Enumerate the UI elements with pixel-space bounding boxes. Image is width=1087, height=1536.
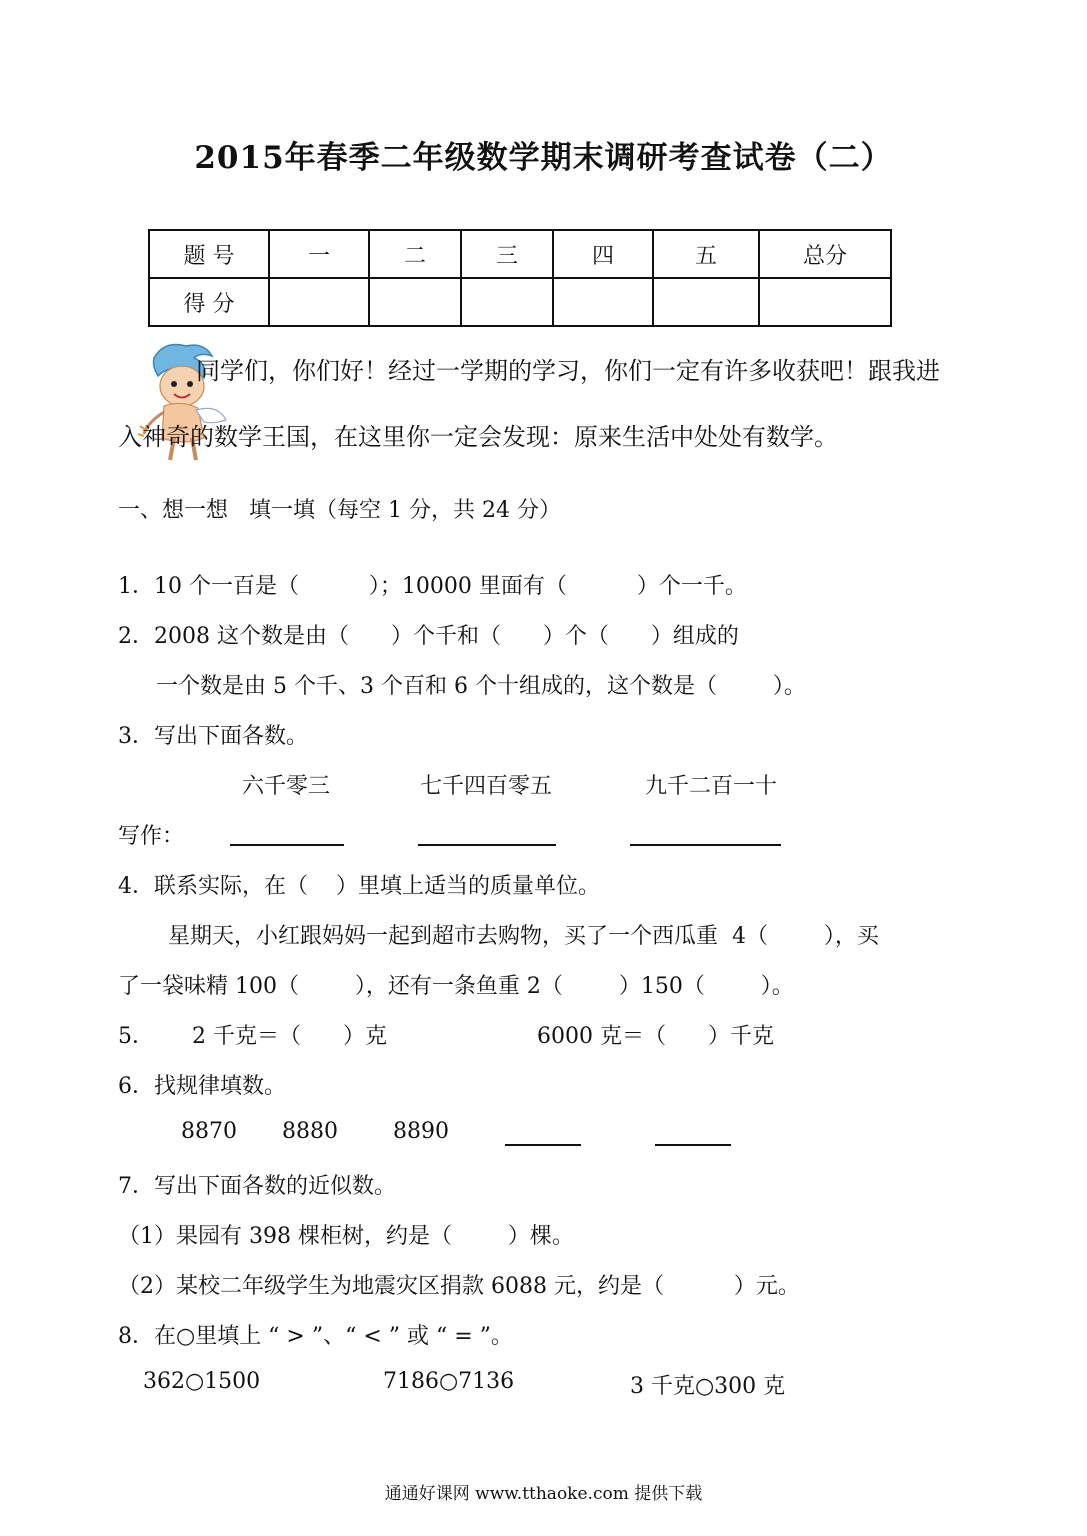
question-1: 1．10 个一百是（ ）；10000 里面有（ ）个一千。 <box>118 574 747 599</box>
q3-write-label: 写作： <box>118 824 185 849</box>
q6-answer-line-2[interactable] <box>655 1144 731 1146</box>
q3-answer-line-2[interactable] <box>418 844 556 846</box>
q8-comparison-1: 362○1500 <box>143 1369 261 1394</box>
q8-comparison-3: 3 千克○300 克 <box>630 1374 786 1399</box>
question-4-line-1: 星期天，小红跟妈妈一起到超市去购物，买了一个西瓜重 4（ ），买 <box>168 924 879 949</box>
score-cell[interactable] <box>759 278 891 326</box>
question-8: 8．在○里填上 “ > ”、“ < ” 或 “ = ”。 <box>118 1324 513 1349</box>
question-5-part-a: 2 千克＝（ ）克 <box>192 1024 387 1049</box>
q3-answer-line-1[interactable] <box>230 844 344 846</box>
score-cell[interactable] <box>369 278 461 326</box>
question-2-line-2: 一个数是由 5 个千、3 个百和 6 个十组成的，这个数是（ ）。 <box>156 674 806 699</box>
question-6: 6．找规律填数。 <box>118 1074 286 1099</box>
score-table-header-cell: 五 <box>653 230 759 278</box>
q6-number-2: 8880 <box>282 1119 338 1144</box>
page-footer: 通通好课网 www.tthaoke.com 提供下载 <box>384 1484 703 1504</box>
score-table-header-cell: 四 <box>553 230 653 278</box>
score-table-header-row <box>149 230 891 278</box>
q3-answer-line-3[interactable] <box>630 844 781 846</box>
score-table-score-row <box>149 278 891 326</box>
score-table-header-cell: 三 <box>461 230 553 278</box>
section-1-heading: 一、想一想 填一填（每空 1 分，共 24 分） <box>118 498 561 523</box>
question-3: 3．写出下面各数。 <box>118 724 308 749</box>
q3-number-3: 九千二百一十 <box>645 774 778 799</box>
score-cell[interactable] <box>653 278 759 326</box>
q6-number-3: 8890 <box>393 1119 449 1144</box>
question-7-item-2: （2）某校二年级学生为地震灾区捐款 6088 元，约是（ ）元。 <box>118 1274 800 1299</box>
question-7: 7．写出下面各数的近似数。 <box>118 1174 396 1199</box>
question-4: 4．联系实际，在（ ）里填上适当的质量单位。 <box>118 874 600 899</box>
intro-paragraph-line-2: 入神奇的数学王国，在这里你一定会发现：原来生活中处处有数学。 <box>118 423 838 451</box>
score-cell[interactable] <box>461 278 553 326</box>
intro-paragraph-line-1: 同学们，你们好！经过一学期的学习，你们一定有许多收获吧！跟我进 <box>196 357 940 385</box>
score-table-header-cell: 二 <box>369 230 461 278</box>
question-4-line-2: 了一袋味精 100（ ），还有一条鱼重 2（ ）150（ ）。 <box>118 974 794 999</box>
score-table-header-cell: 一 <box>269 230 369 278</box>
question-7-item-1: （1）果园有 398 棵柜树，约是（ ）棵。 <box>118 1224 574 1249</box>
question-2-line-1: 2．2008 这个数是由（ ）个千和（ ）个（ ）组成的 <box>118 624 739 649</box>
score-cell[interactable] <box>269 278 369 326</box>
q3-number-1: 六千零三 <box>242 774 331 799</box>
score-table-row-label: 得 分 <box>149 278 269 326</box>
question-5-label: 5． <box>118 1024 154 1049</box>
score-table-header-cell: 题 号 <box>149 230 269 278</box>
q6-number-1: 8870 <box>181 1119 237 1144</box>
score-cell[interactable] <box>553 278 653 326</box>
question-5-part-b: 6000 克＝（ ）千克 <box>537 1024 774 1049</box>
q3-number-2: 七千四百零五 <box>420 774 553 799</box>
q6-answer-line-1[interactable] <box>505 1144 581 1146</box>
page-title: 2015年春季二年级数学期末调研考查试卷（二） <box>194 140 893 176</box>
q8-comparison-2: 7186○7136 <box>383 1369 515 1394</box>
score-table-header-cell: 总分 <box>759 230 891 278</box>
score-table <box>148 229 892 327</box>
